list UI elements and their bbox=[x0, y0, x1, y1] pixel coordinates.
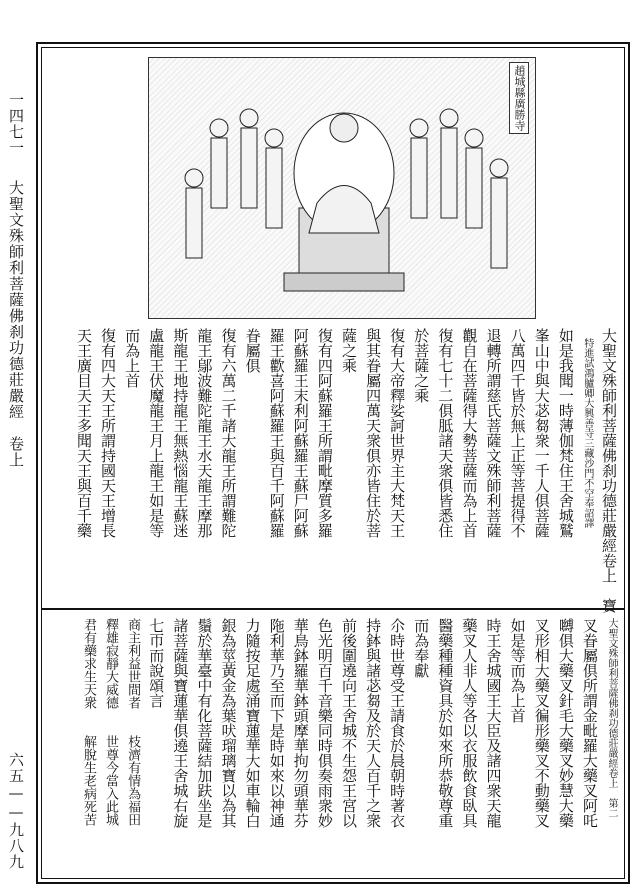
text-column: 嚩俱大藥叉針毛大藥叉妙慧大藥 bbox=[556, 618, 575, 828]
frontispiece-illustration bbox=[148, 57, 536, 319]
text-column: 陁利華乃至而下是時如來以神通 bbox=[267, 618, 286, 828]
running-title: 大聖文殊師利菩薩佛刹功德莊嚴經卷上 第二 bbox=[606, 618, 617, 818]
text-column: 退轉所謂慈氏菩薩文殊師利菩薩 bbox=[484, 328, 503, 538]
text-column: 而為上首 bbox=[123, 328, 142, 388]
text-column: 叉眷屬俱所謂金毗羅大藥叉阿吒 bbox=[580, 618, 599, 828]
verse-line: 商主利益世間者 枝濟有情為福田 bbox=[125, 618, 141, 826]
illustration-title: 趙城縣廣勝寺 bbox=[509, 62, 529, 134]
text-column: 力隨按足處涌寶蓮華大如車輪白 bbox=[243, 618, 262, 828]
text-column: 龍王鄔波難陀龍王水天龍王摩那 bbox=[195, 328, 214, 538]
text-block-upper bbox=[54, 328, 618, 613]
page-frame bbox=[36, 42, 630, 884]
text-column: 觀自在菩薩得大勢菩薩而為上首 bbox=[460, 328, 479, 538]
text-block-lower bbox=[54, 618, 616, 880]
text-column: 與其眷屬四萬天衆俱亦皆住於菩 bbox=[364, 328, 383, 538]
text-column: 斯龍王地持龍王無熱惱龍王蘇迷 bbox=[171, 328, 190, 538]
text-column: 天王廣目天王多聞天王與百千藥 bbox=[74, 328, 93, 538]
text-column: 尒時世尊受王請食於晨朝時著衣 bbox=[388, 618, 407, 828]
text-column: 色光明百千音樂同時俱奏雨衆妙 bbox=[315, 618, 334, 828]
section-divider bbox=[42, 608, 624, 610]
text-column: 前後圍遶向王舍城不生怨王宮以 bbox=[339, 618, 358, 828]
sutra-title-margin: 大聖文殊師利菩薩佛刹功德莊嚴經 卷上 bbox=[7, 180, 25, 468]
text-column: 阿蘇羅王末利阿蘇羅王蘇尸阿蘇 bbox=[291, 328, 310, 538]
text-column: 盧龍王伏魔龍王月上龍王如是等 bbox=[147, 328, 166, 538]
text-column: 大聖文殊師利菩薩佛刹功德莊嚴經卷上 寶 bbox=[600, 328, 618, 613]
text-column: 叉形相大藥叉徧形藥叉不動藥叉 bbox=[532, 618, 551, 828]
text-column: 鬚於華臺中有化菩薩結加趺坐是 bbox=[195, 618, 214, 828]
translator-line: 特進試鴻臚卿大興善寺三藏沙門不空奉詔譯 bbox=[581, 338, 593, 528]
text-column: 峯山中與大苾芻衆一千人俱菩薩 bbox=[532, 328, 551, 538]
text-column: 而為奉獻 bbox=[412, 618, 431, 678]
text-column: 銀為莖黃金為葉吠瑠璃寶以為其 bbox=[219, 618, 238, 828]
text-column: 如是等而為上首 bbox=[508, 618, 527, 723]
verse-line: 釋雄寂靜大威德 世尊今當入此城 bbox=[103, 618, 119, 826]
text-column: 復有六萬二千諸大龍王所謂難陀 bbox=[219, 328, 238, 538]
text-column: 於菩薩之乘 bbox=[412, 328, 431, 403]
text-column: 諸菩薩與寶蓮華俱遶王舍城右旋 bbox=[171, 618, 190, 828]
text-column: 持鉢與諸苾芻及於天人百千之衆 bbox=[364, 618, 383, 828]
text-column: 藥叉人非人等各以衣服飲食臥具 bbox=[460, 618, 479, 828]
text-column: 華鳥鉢羅華鉢頭摩華拘勿頭華芬 bbox=[291, 618, 310, 828]
verse-line: 君有藥求生天衆 解脫生老病死苦 bbox=[80, 618, 96, 826]
text-column: 八萬四千皆於無上正等菩提得不 bbox=[508, 328, 527, 538]
text-column: 七帀而說頌言 bbox=[147, 618, 166, 708]
text-column: 眷屬俱 bbox=[243, 328, 262, 373]
text-column: 復有四阿蘇羅王所謂毗摩質多羅 bbox=[315, 328, 334, 538]
buddha-assembly-icon bbox=[149, 58, 535, 318]
page-number: 六五——九八九 bbox=[7, 752, 25, 870]
text-column: 醫藥種種資具於如來所恭敬尊重 bbox=[436, 618, 455, 828]
text-column: 復有四大天王所謂持國天王增長 bbox=[99, 328, 118, 538]
page-frame-inner bbox=[41, 47, 625, 879]
text-column: 時王舍城國王大臣及諸四衆天龍 bbox=[484, 618, 503, 828]
text-column: 薩之乘 bbox=[339, 328, 358, 373]
volume-number: 一四七一 bbox=[7, 92, 25, 156]
margin-info bbox=[0, 0, 32, 895]
text-column: 復有七十二俱胝諸天衆俱皆悉住 bbox=[436, 328, 455, 538]
text-column: 復有大帝釋娑訶世界主大梵天王 bbox=[388, 328, 407, 538]
text-column: 羅王歡喜阿蘇羅王與百千阿蘇羅 bbox=[267, 328, 286, 538]
text-column: 如是我聞一時薄伽梵住王舍城鷲 bbox=[556, 328, 575, 538]
